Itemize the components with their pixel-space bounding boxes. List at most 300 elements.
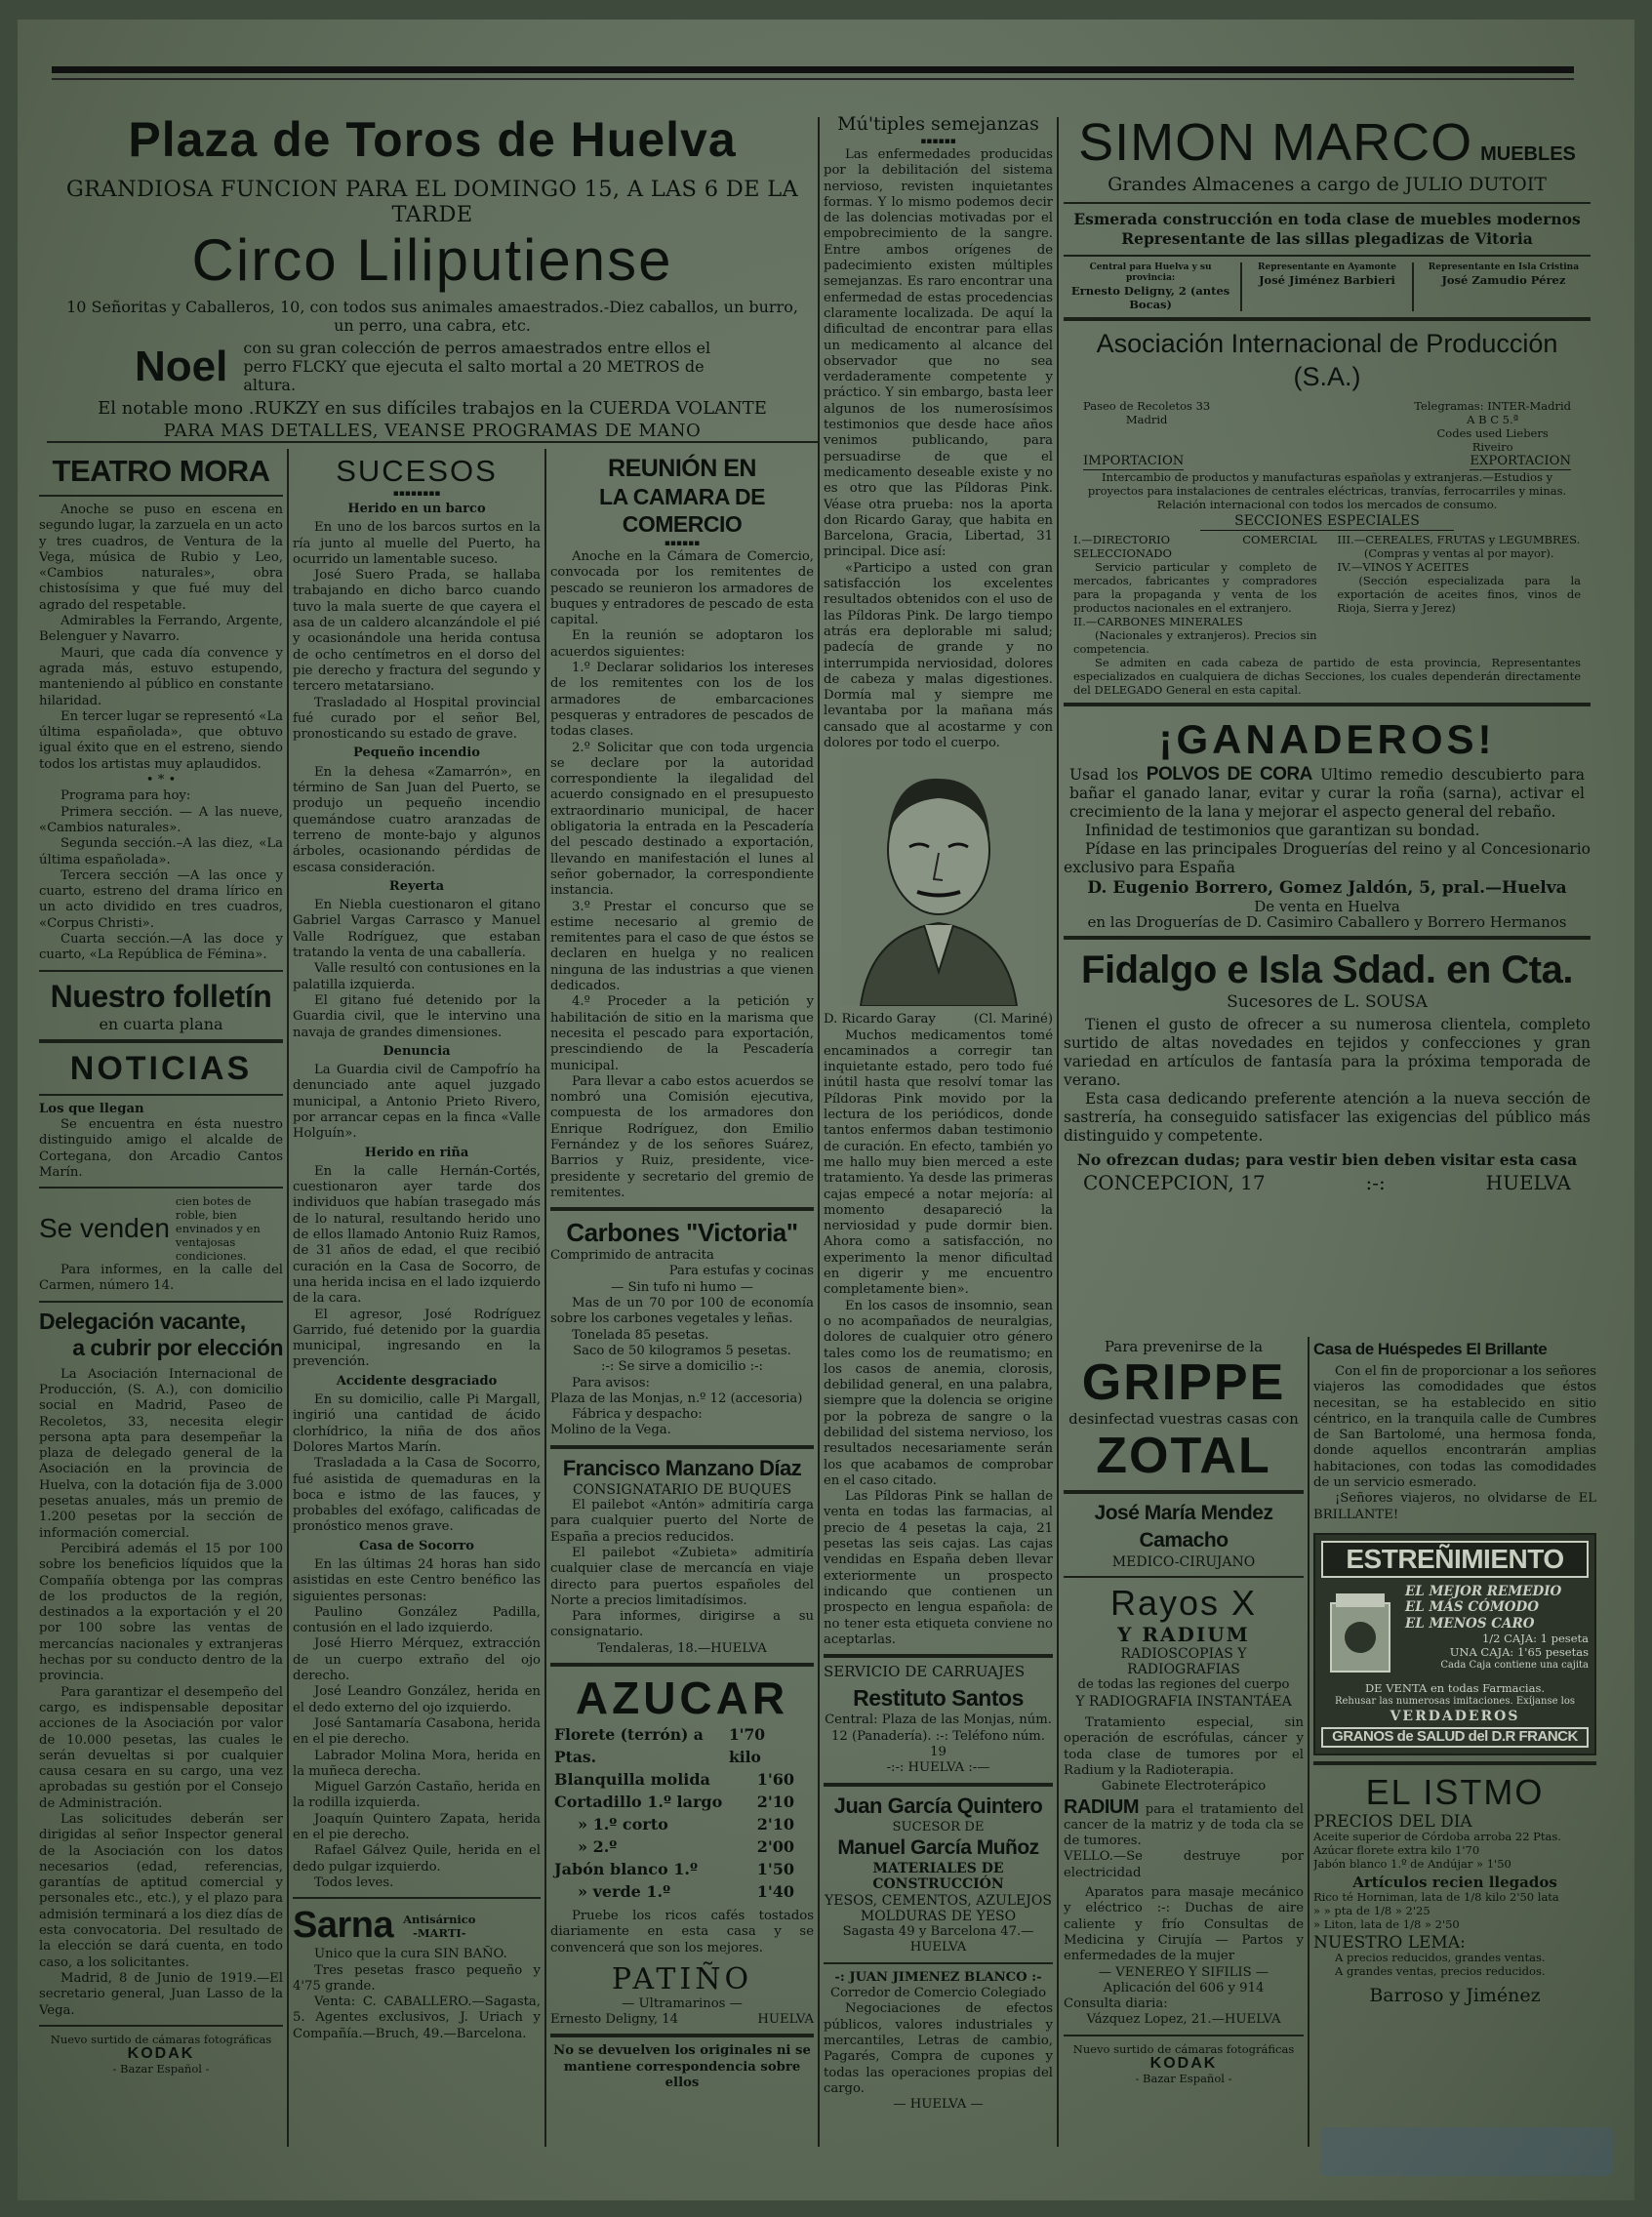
rule: [39, 495, 283, 497]
rule: [1064, 1576, 1304, 1578]
noticias-title: NOTICIAS: [69, 1049, 253, 1087]
asociacion-intro: Intercambio de productos y manufacturas españolas y extranjeras.—Estudios y proyectos para instalaciones de centrales eléctricas, tranvías, ferrocarriles y minas. Relación internacional con todos los mercados de consumo.: [1087, 470, 1567, 512]
column-1: [39, 454, 283, 2161]
multiples-p3: Muchos medicamentos tomé encaminados a corregir tan inquietante estado, pero todo fué inútil hasta que resolví tomar las Píldoras Pink movido por la lectura de los periódicos, donde tantos enfermos daban testimonio de curación. En efecto, también yo me hallo muy bien merced a este tratamiento. Ya desde las primeras cajas empecé a notar mejoría: al momento desapareció la nerviosidad y pude dormir bien. Ahora como a satisfacción, no experimento la menor dificultad en digerir y me encuentro completamente bien».: [824, 1028, 1053, 1298]
ganaderos-p1b: POLVOS DE CORA: [1146, 763, 1312, 785]
brillante-p2: ¡Señores viajeros, no olvidarse de EL BRILLANTE!: [1313, 1491, 1596, 1522]
azucar-title: AZUCAR: [575, 1673, 789, 1723]
s7-item: José Santamaría Casabona, herida en el pie derecho.: [293, 1715, 541, 1748]
rule: [824, 1962, 1053, 1964]
delegacion-p3: Para garantizar el desempeño del cargo, es indispensable depositar acciones de la Asociación por valor de 10.000 pesetas, las cuales le serán devueltas si por cualquier causa cesara en su cargo, una vez aprobadas su gestión por el Consejo de Administración.: [39, 1684, 283, 1811]
sucesos-s7-title: Casa de Socorro: [359, 1538, 474, 1553]
azucar-row-price: 2'10: [756, 1793, 794, 1811]
mendez-p5: — VENEREO Y SIFILIS —: [1098, 1964, 1269, 1980]
sucesos-s2-title: Pequeño incendio: [353, 746, 480, 761]
carbones-l8: Para avisos:: [572, 1375, 650, 1391]
azucar-row-price: 2'10: [756, 1815, 794, 1834]
rep-1-value: Ernesto Deligny, 2 (antes Bocas): [1070, 284, 1230, 311]
asociacion-s4d: (Sección especializada para la exportación de aceites finos, vinos de Rioja, Sierra y Jerez): [1337, 573, 1581, 615]
fidalgo-title: Fidalgo e Isla Sdad. en Cta.: [1081, 948, 1573, 992]
asociacion-addr1: Paseo de Recoletos 33: [1083, 399, 1211, 413]
ganaderos-p1a: Usad los: [1069, 765, 1139, 784]
zotal-title: ZOTAL: [1096, 1427, 1271, 1484]
ganaderos-p3: Pídase en las principales Droguerías del reino y al Concesionario exclusivo para España: [1064, 839, 1591, 876]
teatro-p2: Admirables la Ferrando, Argente, Belenguer y Navarro.: [39, 614, 283, 645]
column-5: [1064, 1339, 1304, 2158]
azucar-row: [550, 1723, 814, 1768]
rep-3-value: José Zamudio Pérez: [1441, 273, 1566, 287]
asociacion-addr-row: [1064, 393, 1591, 454]
top-rule-thin: [52, 78, 1574, 80]
delegacion-title2: a cubrir por elección: [72, 1334, 283, 1360]
sucesos-s2: En la dehesa «Zamarrón», en término de San Juan del Puerto, se produjo un pequeño incendio quemándose cuatro aranzadas de terreno de monte-bajo y algunos árboles, ocasionando pérdidas de escasa consideración.: [293, 764, 541, 875]
manzano-p4: Tendaleras, 18.—HUELVA: [597, 1640, 767, 1656]
asociacion-s1d: Servicio particular y completo de mercados, fabricantes y compradores para la propaganda y venta de los productos nacionales en el extranjero.: [1073, 559, 1317, 615]
ganaderos-p4: D. Eugenio Borrero, Gomez Jaldón, 5, pral.—Huelva: [1087, 877, 1567, 898]
asociacion-tel1: Telegramas: INTER-Madrid: [1414, 399, 1571, 413]
ganaderos-p2: Infinidad de testimonios que garantizan su bondad.: [1085, 821, 1480, 839]
sucesos-s6-title: Accidente desgraciado: [336, 1373, 498, 1389]
manzano-p1: El pailebot «Antón» admitiría carga para cualquier puerto del Norte de España a precios reducidos.: [550, 1498, 814, 1545]
asociacion-imp: IMPORTACION: [1083, 454, 1184, 470]
quintero-name: Manuel García Muñoz: [837, 1835, 1039, 1859]
portrait-ricardo-garay: [841, 757, 1036, 1006]
asociacion-sections: [1064, 533, 1591, 656]
teatro-p3: Mauri, que cada día convence y agrada más, estuvo estupendo, manteniendo al público en constante hilaridad.: [39, 645, 283, 708]
asociacion-s3: III.—CEREALES, FRUTAS y LEGUMBRES.: [1337, 532, 1581, 546]
rule: [550, 1445, 814, 1449]
sarna-p2: Tres pesetas frasco pequeño y 4'75 grande.: [293, 1962, 541, 1994]
rep-2-value: José Jiménez Barbieri: [1259, 273, 1395, 287]
mendez-l3: Y RADIOGRAFIA INSTANTÁEA: [1075, 1693, 1292, 1710]
istmo-r3: Jabón blanco 1.º de Andújar » 1'50: [1313, 1856, 1511, 1871]
sarna-header: [293, 1905, 541, 1947]
asociacion-s1: I.—DIRECTORIO COMERCIAL SELECCIONADO: [1073, 532, 1317, 560]
kodak2-brand: KODAK: [1149, 2054, 1218, 2072]
azucar-row-price: 1'40: [756, 1882, 794, 1901]
istmo-lema2: A grandes ventas, precios reducidos.: [1335, 1964, 1546, 1979]
azucar-row-price: 2'00: [756, 1837, 794, 1856]
carbones-l9: Plaza de las Monjas, n.º 12 (accesoria): [550, 1391, 803, 1406]
blanco-title: -: JUAN JIMENEZ BLANCO :-: [834, 1969, 1042, 1985]
s7-item: Labrador Molina Mora, herida en la muñeca derecha.: [293, 1748, 541, 1779]
col-rule-3: [818, 117, 820, 2147]
asociacion-foot: Se admiten en cada cabeza de partido de esta provincia, Representantes especializados en cualquiera de dichas Secciones, los cuales dependerán directamente del DELEGADO General en esta capital.: [1073, 655, 1581, 697]
rule: [550, 1663, 814, 1667]
reunion-title1: REUNIÓN EN: [608, 455, 756, 482]
estrenimiento-body: [1321, 1584, 1589, 1681]
istmo-h: Artículos recien llegados: [1352, 1873, 1557, 1891]
rule: [1064, 2035, 1304, 2036]
venden-title: Se venden: [39, 1213, 170, 1244]
sucesos-ornament: ▪▪▪▪▪▪▪▪: [392, 489, 441, 499]
mendez-l2: de todas las regiones del cuerpo: [1077, 1677, 1290, 1693]
azucar-row: [550, 1858, 814, 1880]
brillante-title: Casa de Huéspedes El Brillante: [1313, 1340, 1548, 1358]
mendez-title: José María Mendez Camacho: [1094, 1501, 1273, 1552]
manzano-p2: El pailebot «Zubieta» admitiría cualquier clase de mercancía en viaje directo para puertos españoles del Norte a precios limitadísimos.: [550, 1545, 814, 1608]
rep-2-label: Representante en Ayamonte: [1258, 262, 1396, 272]
folletin-title: Nuestro folletín: [50, 978, 272, 1014]
asociacion-s4: IV.—VINOS Y ACEITES: [1337, 559, 1470, 574]
rep-1-label: Central para Huelva y su provincia:: [1089, 262, 1212, 283]
azucar-row: [550, 1835, 814, 1858]
sarna-p3: Venta: C. CABALLERO.—Sagasta, 5. Agentes exclusivos, J. Uriach y Compañía.—Bruch, 49.—Barcelona.: [293, 1995, 541, 2041]
delegacion-p1: La Asociación Internacional de Producción, (S. A.), con domicilio social en Madrid, Paseo de Recoletos, 33, necesita elegir persona apta para desempeñar la plaza de delegado general de la Asociación en la provincia de Huelva, con la dotación fija de 3.000 pesetas anuales, más un premio de 1.200 pesetas por la sección de información comercial.: [39, 1366, 283, 1541]
rule-below-plaza: [47, 441, 818, 443]
carruajes-city: -:-: HUELVA :-—: [886, 1760, 990, 1776]
rule: [1313, 1761, 1596, 1765]
archive-watermark: [1320, 2117, 1613, 2186]
fidalgo-addr-row: [1064, 1171, 1591, 1194]
carbones-l4: Mas de un 70 por 100 de economía sobre los carbones vegetales y leñas.: [550, 1296, 814, 1327]
azucar-row-label: » 2.º: [578, 1837, 618, 1856]
divider-stars: • * •: [145, 773, 177, 788]
estrenimiento-title: ESTREÑIMIENTO: [1321, 1541, 1589, 1578]
s7-item: Rafael Gálvez Quile, herida en el dedo pulgar izquierdo.: [293, 1843, 541, 1874]
sucesos-s7: En las últimas 24 horas han sido asistidas en este Centro benéfico las siguientes personas:: [293, 1557, 541, 1604]
grippe-title: GRIPPE: [1081, 1354, 1286, 1412]
carbones-l3: — Sin tufo ni humo —: [611, 1279, 753, 1295]
sucesos-s1b: José Suero Prada, se hallaba trabajando en dicho barco cuando tuvo la mala suerte de que cayera el asa de un caldero alcanzándole el pié y ocasionándole una herida contusa de ocho centímetros en el dorso del pie derecho y fractura del segundo y tercero metatarsiano.: [293, 568, 541, 695]
asociacion-addr2: Madrid: [1125, 413, 1168, 426]
caption-credit: (Cl. Mariné): [973, 1012, 1053, 1028]
carbones-l10: Fábrica y despacho:: [572, 1407, 703, 1423]
simon-header: [1064, 112, 1591, 173]
sucesos-s3-title: Reyerta: [388, 878, 445, 894]
patino-addr: Ernesto Deligny, 14: [550, 2012, 679, 2028]
rule: [293, 1897, 541, 1899]
reunion-a2: 2.º Solicitar que con toda urgencia se declare por la autoridad correspondiente la ilegalidad del acuerdo consignado en el presupuesto extraordinario municipal, de hacer obligatoria la entrada en la Pescadería del pescado destinado a exportación, llevando en manifestación el lunes al señor gobernador, la correspondiente instancia.: [550, 740, 814, 899]
reunion-p3: Para llevar a cabo estos acuerdos se nombró una Comisión ejecutiva, compuesta de los armadores don Enrique Rodríguez, don Emilio Fernández y de los señores Suárez, Barrios y Ruiz, presidente, vice-presidente y secretario del gremio de remitentes.: [550, 1073, 814, 1200]
teatro-title: TEATRO MORA: [52, 454, 270, 488]
fidalgo-city: HUELVA: [1485, 1171, 1571, 1195]
teatro-prog2: Segunda sección.–A las diez, «La última españolada».: [39, 836, 283, 867]
carbones-l2: Para estufas y cocinas: [668, 1264, 814, 1279]
s7-item: José Leandro González, herida en el dedo externo del ojo izquierdo.: [293, 1684, 541, 1715]
simon-reps: [1064, 262, 1591, 311]
mendez-p3: VELLO.—Se destruye por electricidad: [1064, 1849, 1304, 1880]
simon-title: SIMON MARCO: [1078, 113, 1473, 172]
grippe-l2: desinfectad vuestras casas con: [1068, 1410, 1299, 1429]
rule: [550, 1207, 814, 1211]
reunion-p1: Anoche en la Cámara de Comercio, convocada por los remitentes de pescado se reunieron los armadores de buques y entradores de pescado de esta capital.: [550, 549, 814, 628]
patino-note: No se devuelven los originales ni se mantiene correspondencia sobre ellos: [553, 2043, 811, 2091]
multiples-p4: En los casos de insomnio, sean o no acompañados de neuralgias, dolores de cualquier otro género tales como los de reumatismo; en los casos de anemia, clorosis, debilidad general, en una palabra, siempre que la dolencia se origine por la pobreza de sangre o la debilidad del sistema nervioso, los resultados necesariamente serán los que acabamos de comprobar en el caso citado.: [824, 1298, 1053, 1488]
istmo-firma: Barroso y Jiménez: [1369, 1985, 1541, 2007]
sucesos-s6b: Trasladada a la Casa de Socorro, fué asistida de quemaduras en la boca e istmo de las fauces, y probables del exófago, calificadas de pronóstico menos grave.: [293, 1456, 541, 1535]
estrenimiento-l2: EL MÁS CÓMODO: [1405, 1599, 1540, 1616]
kodak1-line2: - Bazar Español -: [112, 2062, 210, 2076]
asociacion-secciones: SECCIONES ESPECIALES: [1200, 513, 1454, 530]
azucar-row-label: Jabón blanco 1.º: [554, 1860, 698, 1878]
col-rule-1: [287, 449, 289, 2147]
folletin-sub: en cuarta plana: [99, 1014, 223, 1033]
col-rule-4: [1057, 117, 1059, 2147]
estrenimiento-l10: GRANOS de SALUD del D.R FRANCK: [1321, 1727, 1589, 1747]
multiples-p5: Las Píldoras Pink se hallan de venta en todas las farmacias, al precio de 4 pesetas la caja, 21 pesetas las seis cajas. Las cajas vendidas en España deben llevar exteriormente un prospecto indicando que contienen un prospecto en lengua española: de no tener esta etiqueta conviene no aceptarlas.: [824, 1489, 1053, 1647]
sucesos-title: SUCESOS: [336, 454, 498, 488]
sucesos-s3c: El gitano fué detenido por la Guardia civil, que le intervino una navaja de grandes dimensiones.: [293, 992, 541, 1040]
ganaderos-p6: en las Droguerías de D. Casimiro Caballero y Borrero Hermanos: [1087, 912, 1567, 931]
fidalgo-p3: No ofrezcan dudas; para vestir bien deben visitar esta casa: [1076, 1150, 1578, 1170]
azucar-row-price: 1'50: [756, 1860, 794, 1878]
simon-muebles: MUEBLES: [1480, 143, 1576, 165]
plaza-toros-ad: [57, 112, 808, 439]
mendez-p6: Aplicación del 606 y 914: [1103, 1980, 1265, 1995]
sarna-title: Sarna: [293, 1905, 394, 1947]
reunion-a1: 1.º Declarar solidarios los intereses de los remitentes con los de los armadores de embarcaciones pesqueras y entradores de pescados de todas clases.: [550, 661, 814, 740]
azucar-row: [550, 1813, 814, 1835]
plaza-title: Plaza de Toros de Huelva: [128, 112, 737, 167]
carbones-l6: Saco de 50 kilogramos 5 pesetas.: [573, 1343, 791, 1358]
rule: [1064, 255, 1591, 257]
mendez-l1: RADIOSCOPIAS Y RADIOGRAFIAS: [1120, 1645, 1247, 1678]
sarna-brand1: Antisárnico: [403, 1912, 476, 1926]
estrenimiento-l3: EL MENOS CARO: [1405, 1615, 1535, 1632]
istmo-r6: » Liton, lata de 1/8 » 2'50: [1313, 1917, 1460, 1932]
simon-l1: Esmerada construcción en toda clase de muebles modernos: [1073, 210, 1581, 228]
noel-text: con su gran colección de perros amaestrados entre ellos el perro FLCKY que ejecuta el salto mortal a 20 METROS de altura.: [243, 339, 711, 394]
estrenimiento-text: [1405, 1584, 1589, 1681]
reunion-p2: En la reunión se adoptaron los acuerdos siguientes:: [550, 628, 814, 660]
sucesos-s3b: Valle resultó con contusiones en la palatilla izquierda.: [293, 961, 541, 992]
kodak2-line2: - Bazar Español -: [1135, 2072, 1232, 2086]
mendez-p2: para el tratamiento del cancer de la matriz y de toda cla se de tumores.: [1064, 1801, 1304, 1849]
rule: [1064, 202, 1591, 204]
quintero-line3: MOLDURAS DE YESO: [860, 1908, 1017, 1924]
carbones-l11: Molino de la Vega.: [550, 1423, 671, 1438]
sarna-p1: Unico que la cura SIN BAÑO.: [314, 1947, 507, 1962]
quintero-line2: YESOS, CEMENTOS, AZULEJOS: [825, 1892, 1052, 1909]
kodak1-brand: KODAK: [127, 2044, 195, 2062]
rule: [39, 1039, 283, 1043]
reunion-a4: 4.º Proceder a la petición y habilitación de sitio en la marisma que necesita el pescado para exportación, prescindiendo de la Pescadería municipal.: [550, 994, 814, 1073]
asociacion-title: Asociación Internacional de Producción (S.A.): [1096, 329, 1558, 391]
istmo-r5: » » pta de 1/8 » 2'25: [1313, 1904, 1430, 1918]
noticias-p1: Se encuentra en ésta nuestro distinguido amigo el alcalde de Cortegana, don Arcadio Cantos Marín.: [39, 1116, 283, 1180]
rule: [550, 2034, 814, 2037]
sucesos-s3: En Niebla cuestionaron el gitano Gabriel Vargas Carrasco y Manuel Valle Rodríguez, que estaban tratando la venta de una caballería.: [293, 898, 541, 961]
estrenimiento-l5: UNA CAJA: 1'65 pesetas: [1449, 1644, 1589, 1659]
asociacion-tel2: A B C 5.ª: [1467, 413, 1519, 426]
manzano-title: Francisco Manzano Díaz: [562, 1455, 802, 1480]
right-top-section: [1064, 112, 1591, 1332]
venden-text2: Para informes, en la calle del Carmen, número 14.: [39, 1263, 283, 1294]
fidalgo-p2: Esta casa dedicando preferente atención a la nueva sección de sastrería, ha conseguido satisfacer las exigencias del público más distinguido y competente.: [1064, 1090, 1591, 1146]
multiples-p1: Las enfermedades producidas por la debilitación del sistema nervioso, revisten inquietantes formas. Y lo mismo podemos decir de las dolencias motivadas por el empobrecimiento de la sangre. Entre ambos orígenes de padecimiento existen múltiples semejanzas. Es raro encontrar una enfermedad de estas procedencias claramente localizada. De aquí la dificultad de encontrar para ellas un medicamento al alcance del observador que no sea verdaderamente competente y práctico. Y sin embargo, basta leer algunos de los numerosísimos testimonios que desde hace años venimos publicando, para persuadirse de que el medicamento deseable existe y no es otro que las Píldoras Pink. Véase otra prueba: nos la aporta don Ricardo Garay, que habita en Barcelona, Gracia, Libertad, 31 principal. Dice así:: [824, 147, 1053, 560]
quintero-addr: Sagasta 49 y Barcelona 47.—HUELVA: [842, 1924, 1034, 1955]
s7-item: Todos leves.: [314, 1874, 394, 1890]
s7-item: Joaquín Quintero Zapata, herida en el pie derecho.: [293, 1811, 541, 1843]
carbones-title: Carbones "Victoria": [566, 1218, 798, 1248]
quintero-title: Juan García Quintero: [833, 1793, 1043, 1818]
istmo-lema: NUESTRO LEMA:: [1313, 1933, 1466, 1954]
estrenimiento-l1: EL MEJOR REMEDIO: [1405, 1583, 1562, 1599]
sucesos-s1-title: Herido en un barco: [347, 502, 486, 516]
kodak2-line1: Nuevo surtido de cámaras fotográficas: [1072, 2041, 1295, 2056]
ganaderos-p1: [1064, 765, 1591, 822]
asociacion-sections-left: [1073, 533, 1317, 656]
kodak1-line1: Nuevo surtido de cámaras fotográficas: [50, 2032, 272, 2046]
sucesos-s5-title: Herido en riña: [364, 1145, 469, 1160]
sucesos-s5b: El agresor, José Rodríguez Garrido, fué detenido por la guardia municipal, ingresando en la prevención.: [293, 1307, 541, 1370]
multiples-title: Mú'tiples semejanzas: [837, 113, 1039, 135]
rule: [824, 1654, 1053, 1658]
carruajes-title: SERVICIO DE CARRUAJES: [824, 1663, 1026, 1681]
quintero-line1: MATERIALES DE CONSTRUCCIÓN: [872, 1860, 1004, 1893]
asociacion-exp: EXPORTACION: [1470, 454, 1571, 470]
fidalgo-addr: CONCEPCION, 17: [1083, 1171, 1266, 1195]
plaza-mono: El notable mono .RUKZY en sus difíciles trabajos en la CUERDA VOLANTE: [98, 398, 767, 419]
carbones-l5: Tonelada 85 pesetas.: [572, 1327, 709, 1343]
asociacion-impexp: [1064, 454, 1591, 470]
mendez-radium-row: [1064, 1795, 1304, 1850]
azucar-row-price: 1'60: [756, 1770, 794, 1789]
azucar-row-label: » verde 1.º: [578, 1882, 671, 1901]
azucar-row-label: » 1.º corto: [578, 1815, 668, 1834]
asociacion-addr: [1083, 399, 1210, 454]
sucesos-s5: En la calle Hernán-Cortés, cuestionaron ayer tarde dos individuos que habían trasegado más de lo natural, resultando herido uno de ellos llamado Antonio Ruiz Ramos, de 31 años de edad, el que recibió curación en la Casa de Socorro, de una herida incisa en el lado izquierdo de la cara.: [293, 1163, 541, 1307]
top-rule: [52, 66, 1574, 73]
grippe-l1: Para prevenirse de la: [1104, 1339, 1264, 1355]
estrenimiento-ad: [1313, 1533, 1596, 1755]
multiples-p2: «Participo a usted con gran satisfacción los excelentes resultados obtenidos con el uso de las Píldoras Pink. De largo tiempo atrás era deplorable mi salud; padecía de grande y no interrumpida nerviosidad, dolores de cabeza y malas digestiones. Dormía mal y siempre me levantaba por la mañana más cansado que al acostarme y con dolores por todo el cuerpo.: [824, 560, 1053, 750]
delegacion-p5: Madrid, 8 de Junio de 1919.—El secretario general, Juan Lasso de la Vega.: [39, 1970, 283, 2018]
sucesos-s4-title: Denuncia: [383, 1043, 451, 1059]
patino-sub: — Ultramarinos —: [622, 1995, 743, 2011]
mendez-p7: Consulta diaria:: [1064, 1996, 1168, 2012]
asociacion-tel: [1414, 399, 1571, 454]
mendez-rayos: Rayos X: [1109, 1582, 1258, 1623]
azucar-row: [550, 1880, 814, 1903]
sucesos-s1: En uno de los barcos surtos en la ría junto al muelle del Puerto, ha ocurrido un lamentable suceso.: [293, 520, 541, 567]
column-4: [824, 112, 1053, 2161]
fidalgo-p1: Tienen el gusto de ofrecer a su numerosa clientela, completo surtido de altas novedades en tejidos y confecciones y gran variedad en artículos de fantasía para la próxima temporada de verano.: [1064, 1016, 1591, 1090]
newspaper-page: [18, 20, 1634, 2200]
estrenimiento-l4: 1/2 CAJA: 1 peseta: [1481, 1631, 1589, 1645]
reunion-title2: LA CAMARA DE COMERCIO: [599, 484, 765, 537]
carruajes-addr: Central: Plaza de las Monjas, núm. 12 (Panadería). :-: Teléfono núm. 19: [825, 1713, 1052, 1760]
quintero-sub: SUCESOR DE: [892, 1819, 985, 1834]
asociacion-sections-right: [1337, 533, 1581, 656]
patino-addr-row: [550, 2012, 814, 2028]
sucesos-s1c: Trasladado al Hospital provincial fué curado por el señor Bel, pronosticando su estado de grave.: [293, 695, 541, 743]
istmo-sub: PRECIOS DEL DIA: [1313, 1811, 1472, 1832]
asociacion-s2d: (Nacionales y extranjeros). Precios sin competencia.: [1073, 627, 1317, 656]
pill-box-icon: [1321, 1584, 1399, 1681]
mendez-p4: Aparatos para masaje mecánico y eléctrico :-: Duchas de aire caliente y frío Consultas de Medicina y Cirujía — Partos y enfermedades de la mujer: [1064, 1885, 1304, 1964]
teatro-prog1: Primera sección. — A las nueve, «Cambios naturales».: [39, 804, 283, 835]
teatro-p4: En tercer lugar se representó «La última españolada», que obtuvo igual éxito que en el estreno, siendo todos los artistas muy aplaudidos.: [39, 708, 283, 772]
noel-row: [57, 339, 808, 394]
rule: [39, 1301, 283, 1303]
sucesos-s4: La Guardia civil de Campofrío ha denunciado ante aquel juzgado municipal, a Antonio Prieto Rivero, por arrancar cepas en la finca «Valle Holguín».: [293, 1063, 541, 1142]
mendez-p1: Tratamiento especial, sin operación de escrófulas, cáncer y toda clase de tumores por el Radium y la Radioterapia.: [1064, 1715, 1304, 1778]
istmo-title: EL ISTMO: [1365, 1771, 1545, 1812]
asociacion-tel3: Codes used Liebers: [1436, 426, 1549, 440]
teatro-prog3: Tercera sección —A las once y cuarto, estreno del drama lírico en un acto dividido en tres cuadros, «Corpus Christi».: [39, 867, 283, 931]
delegacion-p2: Percibirá además el 15 por 100 sobre los beneficios líquidos que la Compañía obtenga por las compras de los productos de la región, destinados a la exportación y el 20 por 100 sobre las ventas de mercancías nacionales y extranjeras hechas por su conducto dentro de la provincia.: [39, 1541, 283, 1684]
ganaderos-title: ¡GANADEROS!: [1158, 715, 1496, 762]
portrait-image: [841, 757, 1036, 1006]
s7-item: Miguel Garzón Castaño, herida en la rodilla izquierda.: [293, 1780, 541, 1811]
rule: [39, 1094, 283, 1096]
ganaderos-p1c: Ultimo remedio descubierto para bañar el ganado lanar, evitar y curar la roña (sarna), activar el crecimiento de la lana y mejorar el aspecto general del rebaño.: [1069, 765, 1586, 821]
istmo-r1: Aceite superior de Córdoba arroba 22 Ptas.: [1313, 1829, 1561, 1843]
multiples-ornament: ▪▪▪▪▪▪: [920, 137, 956, 146]
patino-city: HUELVA: [757, 2012, 814, 2028]
delegacion-title1: Delegación vacante,: [39, 1308, 246, 1334]
teatro-prog4: Cuarta sección.—A las doce y cuarto, «La República de Fémina».: [39, 932, 283, 963]
mendez-p8: Vázquez Lopez, 21.—HUELVA: [1086, 2012, 1281, 2028]
simon-rep-1: [1064, 262, 1237, 311]
carruajes-name: Restituto Santos: [853, 1685, 1024, 1712]
azucar-row: [550, 1791, 814, 1813]
mendez-radium: Y RADIUM: [1117, 1622, 1250, 1646]
simon-sub: Grandes Almacenes a cargo de JULIO DUTOIT: [1108, 174, 1547, 195]
rule: [824, 1783, 1053, 1787]
asociacion-tel4: Riveiro: [1471, 440, 1513, 454]
rule: [1064, 317, 1591, 321]
rep-3-label: Representante en Isla Cristina: [1428, 262, 1580, 272]
teatro-prog-title: Programa para hoy:: [60, 788, 191, 804]
rule: [39, 1187, 283, 1189]
mendez-sub: MEDICO-CIRUJANO: [1111, 1553, 1256, 1570]
brillante-p1: Con el fin de proporcionar a los señores viajeros las comodidades que éstos necesitan, se ha establecido en sitio céntrico, en la tranquila calle de Cumbres de San Bartolomé, una hermosa fonda, donde aquellos encontrarán amplias habitaciones, con todas las comodidades de un servicio esmerado.: [1313, 1364, 1596, 1491]
simon-rep-2: [1240, 262, 1414, 311]
estrenimiento-l6: Cada Caja contiene una cajita: [1440, 1659, 1589, 1671]
reunion-a3: 3.º Prestar el concurso que se estime necesario al gremio de remitentes para el caso de que éstos se declaren en huelga y no realicen ninguna de las industrias a que vienen dedicados.: [550, 899, 814, 994]
portrait-caption: [824, 1012, 1053, 1028]
azucar-row: [550, 1768, 814, 1791]
mendez-radium2: RADIUM: [1064, 1795, 1139, 1818]
azucar-row-label: Cortadillo 1.º largo: [554, 1793, 723, 1811]
rule: [39, 970, 283, 972]
teatro-p1: Anoche se puso en escena en segundo lugar, la zarzuela en un acto y tres cuadros, de Ventura de la Vega, música de Rubio y Leo, «Cambios naturales», obra chistosísima y que fué muy del agrado del respetable.: [39, 503, 283, 613]
blanco-sub: Corredor de Comercio Colegiado: [829, 1986, 1047, 2001]
carbones-l7: :-: Se sirve a domicilio :-:: [601, 1359, 763, 1375]
sarna-brand2: -MARTI-: [413, 1925, 466, 1940]
simon-rep-3: [1417, 262, 1591, 311]
istmo-r4: Rico té Horniman, lata de 1/8 kilo 2'50 lata: [1313, 1890, 1559, 1905]
estrenimiento-l9: VERDADEROS: [1390, 1708, 1520, 1724]
manzano-p3: Para informes, dirigirse a su consignatario.: [550, 1609, 814, 1640]
column-3: [550, 454, 814, 2161]
istmo-r2: Azúcar florete extra kilo 1'70: [1313, 1842, 1480, 1857]
asociacion-s2: II.—CARBONES MINERALES: [1073, 614, 1243, 628]
col-rule-5: [1308, 1337, 1310, 2147]
fidalgo-sub: Sucesores de L. SOUSA: [1227, 992, 1428, 1013]
carbones-l1: Comprimido de antracita: [550, 1248, 714, 1264]
venden-row: [39, 1194, 283, 1263]
rule: [1064, 703, 1591, 706]
caption-name: D. Ricardo Garay: [824, 1012, 936, 1028]
azucar-row-price: 1'70 kilo: [728, 1725, 766, 1766]
fidalgo-sep: :-:: [1365, 1171, 1386, 1195]
noticias-sub: Los que llegan: [39, 1101, 144, 1116]
reunion-ornament: ▪▪▪▪▪▪: [664, 539, 701, 548]
asociacion-s3d: (Compras y ventas al por mayor).: [1363, 545, 1554, 560]
rule: [1064, 1490, 1304, 1494]
blanco-city: — HUELVA —: [893, 2097, 984, 2113]
estrenimiento-l7: DE VENTA en todas Farmacias.: [1364, 1680, 1546, 1695]
column-2: [293, 454, 541, 2161]
circus-name: Circo Liliputiense: [191, 227, 673, 293]
mendez-gab: Gabinete Electroterápico: [1101, 1779, 1267, 1794]
patino-title: PATIÑO: [611, 1961, 753, 1996]
azucar-row-label: Blanquilla molida: [554, 1770, 710, 1789]
